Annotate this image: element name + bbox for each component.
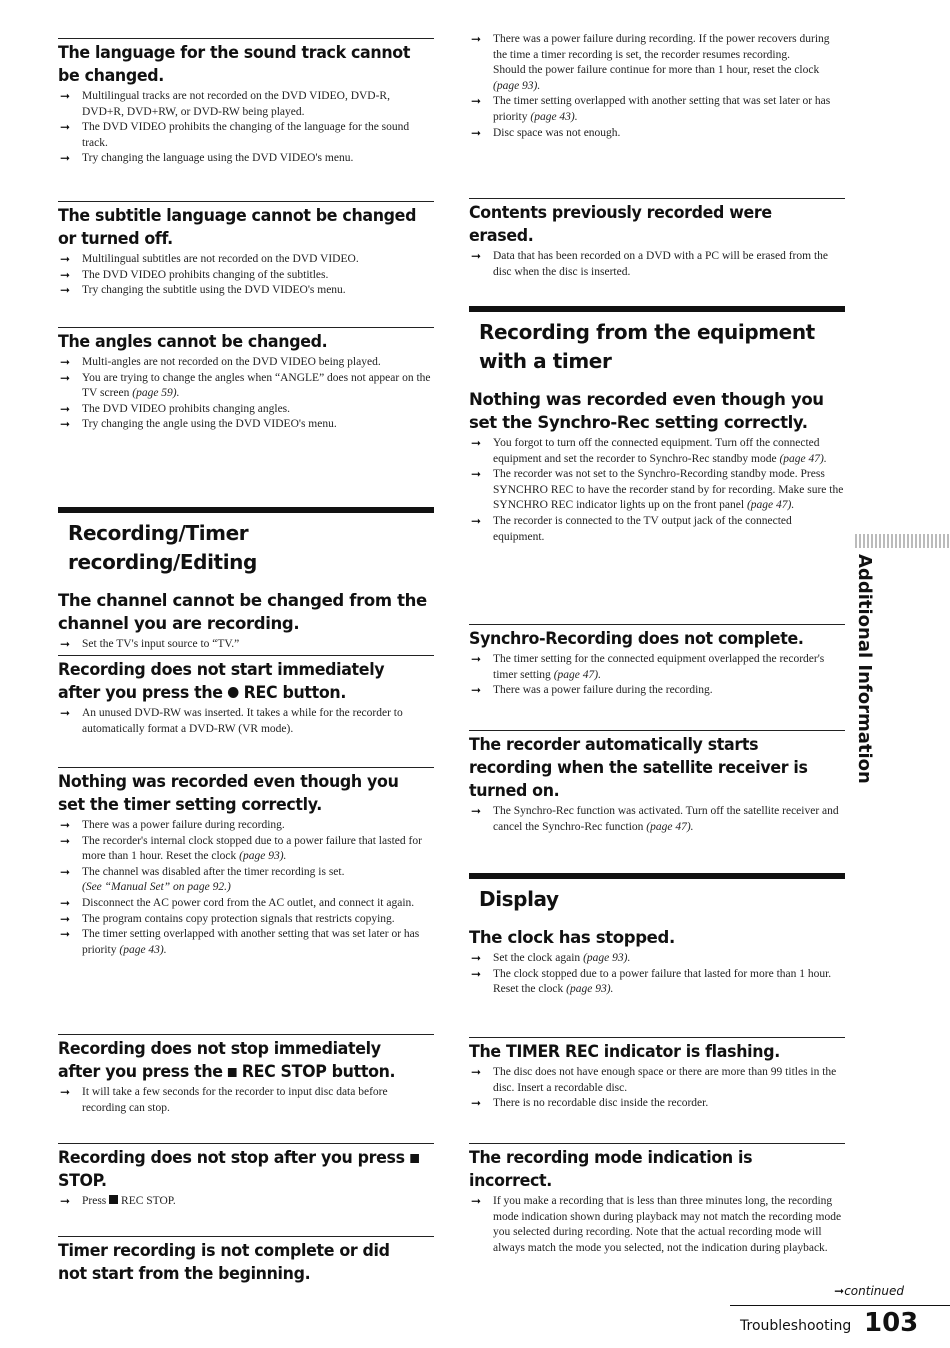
question-heading-text: Recording does not stop after you press [58,1148,405,1167]
question-heading [58,1146,419,1192]
arrow-bullet-icon: ➞ [471,966,482,981]
answer-text: The channel was disabled after the timer recording is set. [82,865,345,878]
question-heading [58,1037,419,1083]
question-heading [58,204,419,250]
section-sub [469,624,845,699]
answer-item [469,467,845,514]
answer-item [58,927,434,958]
section-sub [58,1143,434,1210]
section-sub [469,198,845,280]
section-cont [469,32,845,141]
answer-item [58,371,434,402]
answer-item [469,683,845,699]
answer-item [58,1194,434,1210]
page-reference-link[interactable]: (page 93). [493,79,541,92]
answer-text: The DVD VIDEO prohibits changing of the subtitles. [82,268,329,281]
answer-item [58,865,434,896]
question-heading [58,41,419,87]
arrow-bullet-icon: ➞ [60,120,71,135]
answer-text: It will take a few seconds for the recorder to input disc data before recording can stop. [82,1086,388,1114]
continued-label: continued [844,1284,904,1298]
question-heading-text: The channel cannot be changed from the channel you are recording. [58,591,427,633]
page-reference-link[interactable]: (page 93). [583,952,631,964]
section-sub [58,767,434,958]
answer-item [469,967,845,998]
question-heading [469,1040,830,1063]
arrow-bullet-icon: ➞ [60,927,71,942]
page-reference-link[interactable]: (page 47). [553,668,601,681]
question-heading-text: The recording mode indication is incorrect. [469,1148,753,1190]
answer-text: The recorder's internal clock stopped due to a power failure that lasted for more than 1 hour. Reset the clock [82,834,422,863]
page-reference-link[interactable]: (See “Manual Set” on page 92.) [82,881,231,894]
major-section-heading: Display [479,887,559,911]
page-reference-link[interactable]: (page 47). [646,820,694,833]
answer-text: You forgot to turn off the connected equipment. Turn off the connected equipment and set the recorder to Synchro-Rec standby mode [493,437,820,465]
question-heading-tail: REC button. [243,683,347,702]
answer-item [469,1096,845,1112]
answer-text: You are trying to change the angles when “ANGLE” does not appear on the TV screen [82,371,431,400]
page-reference-link[interactable]: (page 47). [779,452,827,465]
footer-rule [730,1305,950,1306]
arrow-bullet-icon: ➞ [60,911,71,926]
stop-square-icon [228,1068,237,1077]
arrow-bullet-icon: ➞ [471,513,482,528]
major-section-heading: Recording from the equipment with a timer [479,320,815,373]
answer-item [58,818,434,834]
answer-item [58,834,434,865]
arrow-bullet-icon: ➞ [60,818,71,832]
answer-text: The recorder is connected to the TV output jack of the connected equipment. [493,514,792,543]
answer-item [58,912,434,928]
section-sub [469,1037,845,1112]
side-tab-dot-pattern [855,534,950,548]
answer-text: The recorder was not set to the Synchro-Recording standby mode. Press SYNCHRO REC to have the recorder stand by for recording. Make sure the SYNCHRO REC indicator lights up on the front panel [493,468,844,512]
answer-item [469,126,845,142]
section-sub [58,38,434,167]
arrow-bullet-icon: ➞ [471,467,482,482]
question-heading-text: Recording does not start immediately after you press the [58,660,385,702]
question-heading [469,627,830,650]
question-heading-text: Timer recording is not complete or did not start from the beginning. [58,1241,390,1283]
arrow-bullet-icon: ➞ [471,1065,482,1079]
arrow-bullet-icon: ➞ [471,1096,482,1111]
section-sub [58,1236,434,1287]
answer-text: Press [82,1195,107,1207]
question-heading [469,733,830,802]
answer-item [58,268,434,284]
arrow-bullet-icon: ➞ [60,895,71,910]
section-major [469,306,845,545]
answer-item [58,1085,434,1116]
question-heading [469,201,830,247]
answer-text: The timer setting for the connected equipment overlapped the recorder's timer setting [493,653,825,681]
question-heading-text: Contents previously recorded were erased. [469,203,772,245]
arrow-bullet-icon: ➞ [471,125,482,140]
answer-text: Multilingual subtitles are not recorded on the DVD VIDEO. [82,253,359,265]
stop-square-icon [410,1154,419,1163]
arrow-bullet-icon: ➞ [471,652,482,666]
answer-text: The DVD VIDEO prohibits the changing of the language for the sound track. [82,121,410,149]
page-reference-link[interactable]: (page 43). [119,943,167,956]
arrow-bullet-icon: ➞ [471,683,482,698]
question-heading-text: Recording does not stop immediately after you press the [58,1039,381,1081]
question-heading-text: The subtitle language cannot be changed or turned off. [58,206,417,248]
question-heading-text: The recorder automatically starts recording when the satellite receiver is turned on. [469,735,808,800]
answer-text: Try changing the angle using the DVD VIDEO's menu. [82,418,337,431]
answer-item [58,89,434,120]
answer-text: Data that has been recorded on a DVD with a PC will be erased from the disc when the disc is inserted. [493,250,828,278]
arrow-bullet-icon: ➞ [471,1194,482,1208]
question-heading-text: Nothing was recorded even though you set the Synchro-Rec setting correctly. [469,390,824,432]
arrow-bullet-icon: ➞ [60,864,71,879]
question-heading-tail: STOP. [58,1171,107,1190]
answer-item [58,637,434,653]
arrow-bullet-icon: ➞ [60,252,71,266]
arrow-bullet-icon: ➞ [471,32,482,46]
section-sub [58,201,434,299]
answer-item [58,120,434,151]
question-heading [469,1146,830,1192]
answer-item [58,896,434,912]
question-heading [469,926,845,949]
arrow-bullet-icon: ➞ [60,833,71,848]
answer-item [58,402,434,418]
answer-text: If you make a recording that is less than three minutes long, the recording mode indication shown during playback may not match the recording mode you selected during recording. Note that the actual recording mode will always match the mode you selected, not the indication during playback. [493,1195,842,1254]
answer-item [58,355,434,371]
answer-item [58,706,434,737]
answer-item [58,283,434,299]
page-reference-link[interactable]: (page 47). [746,499,795,512]
record-dot-icon [228,687,239,698]
question-heading [58,770,419,816]
answer-text: Try changing the subtitle using the DVD VIDEO's menu. [82,284,346,297]
answer-item [469,436,845,467]
section-sub [469,730,845,835]
question-heading-text: The angles cannot be changed. [58,332,328,351]
page-reference-link[interactable]: (page 93). [566,983,614,996]
arrow-bullet-icon: ➞ [60,706,71,720]
answer-text: Disc space was not enough. [493,126,621,139]
major-section-heading: Recording/Timer recording/Editing [68,521,257,574]
answer-text: There is no recordable disc inside the recorder. [493,1097,709,1110]
section-major [469,873,845,998]
question-heading [58,589,434,635]
page-number: 103 [864,1308,919,1338]
answer-text: The clock stopped due to a power failure that lasted for more than 1 hour. Reset the clock [493,967,832,996]
arrow-bullet-icon: ➞ [60,89,71,103]
section-major [58,507,434,653]
arrow-bullet-icon: ➞ [471,249,482,263]
arrow-bullet-icon: ➞ [60,1194,71,1208]
answer-item [469,804,845,835]
answer-item [469,652,845,683]
arrow-bullet-icon: ➞ [60,355,71,369]
answer-extra-text: Should the power failure continue for more than 1 hour, reset the clock [493,64,820,77]
arrow-bullet-icon: ➞ [60,370,71,385]
answer-item [469,514,845,545]
question-heading-text: The clock has stopped. [469,928,675,947]
question-heading-text: Synchro-Recording does not complete. [469,629,804,648]
side-tab-label: Additional Information [854,554,875,784]
section-sub [469,1143,845,1256]
arrow-bullet-icon: ➞ [60,151,71,166]
continued-arrow-icon: ➞ [834,1284,845,1298]
answer-text: Set the clock again [493,952,581,964]
stop-square-icon [109,1195,118,1204]
answer-text: Try changing the language using the DVD VIDEO's menu. [82,152,354,165]
answer-item [469,1065,845,1096]
page-reference-link[interactable]: (page 93). [239,850,287,863]
footer-section-label: Troubleshooting [740,1318,852,1334]
answer-text: Multilingual tracks are not recorded on the DVD VIDEO, DVD-R, DVD+R, DVD+RW, or DVD-RW being played. [82,90,390,118]
section-sub [58,1034,434,1116]
answer-item [469,32,845,94]
answer-text: The program contains copy protection signals that restricts copying. [82,912,395,925]
section-sub [58,327,434,433]
arrow-bullet-icon: ➞ [60,267,71,282]
section-side-tab [854,534,885,784]
answer-text: There was a power failure during recording. If the power recovers during the time a timer recording is set, the recorder resumes recording. [493,33,830,61]
answer-text: The timer setting overlapped with another setting that was set later or has priority [82,928,420,956]
answer-item [58,151,434,167]
question-heading [58,1239,419,1285]
answer-item [469,1194,845,1256]
arrow-bullet-icon: ➞ [471,951,482,965]
answer-item [469,249,845,280]
question-heading [58,330,419,353]
arrow-bullet-icon: ➞ [60,283,71,298]
answer-item [58,417,434,433]
arrow-bullet-icon: ➞ [471,94,482,109]
question-heading-tail: REC STOP button. [241,1062,396,1081]
answer-text: The DVD VIDEO prohibits changing angles. [82,402,291,415]
section-sub [58,655,434,737]
answer-item [469,94,845,125]
question-heading [58,658,419,704]
page-reference-link[interactable]: (page 59). [132,387,180,400]
answer-text: Disconnect the AC power cord from the AC outlet, and connect it again. [82,896,415,909]
answer-text-tail: REC STOP. [121,1195,176,1207]
answer-text: An unused DVD-RW was inserted. It takes a while for the recorder to automatically format a DVD-RW (VR mode). [82,707,403,735]
answer-text: The timer setting overlapped with another setting that was set later or has priority [493,95,831,123]
arrow-bullet-icon: ➞ [60,1085,71,1099]
answer-text: There was a power failure during the recording. [493,684,713,697]
answer-text: The Synchro-Rec function was activated. Turn off the satellite receiver and cancel the Synchro-Rec function [493,805,839,833]
arrow-bullet-icon: ➞ [60,637,71,651]
arrow-bullet-icon: ➞ [60,417,71,432]
question-heading [469,388,845,434]
answer-item [58,252,434,268]
answer-text: There was a power failure during recording. [82,819,285,831]
continued-note [834,1284,904,1298]
answer-text: The disc does not have enough space or there are more than 99 titles in the disc. Insert a recordable disc. [493,1066,837,1094]
question-heading-text: Nothing was recorded even though you set the timer setting correctly. [58,772,399,814]
arrow-bullet-icon: ➞ [60,401,71,416]
arrow-bullet-icon: ➞ [471,804,482,818]
arrow-bullet-icon: ➞ [471,436,482,450]
question-heading-text: The TIMER REC indicator is flashing. [469,1042,780,1061]
answer-text: Multi-angles are not recorded on the DVD VIDEO being played. [82,356,381,368]
answer-text: Set the TV's input source to “TV.” [82,638,240,650]
question-heading-text: The language for the sound track cannot be changed. [58,43,411,85]
answer-item [469,951,845,967]
page-reference-link[interactable]: (page 43). [530,110,578,123]
